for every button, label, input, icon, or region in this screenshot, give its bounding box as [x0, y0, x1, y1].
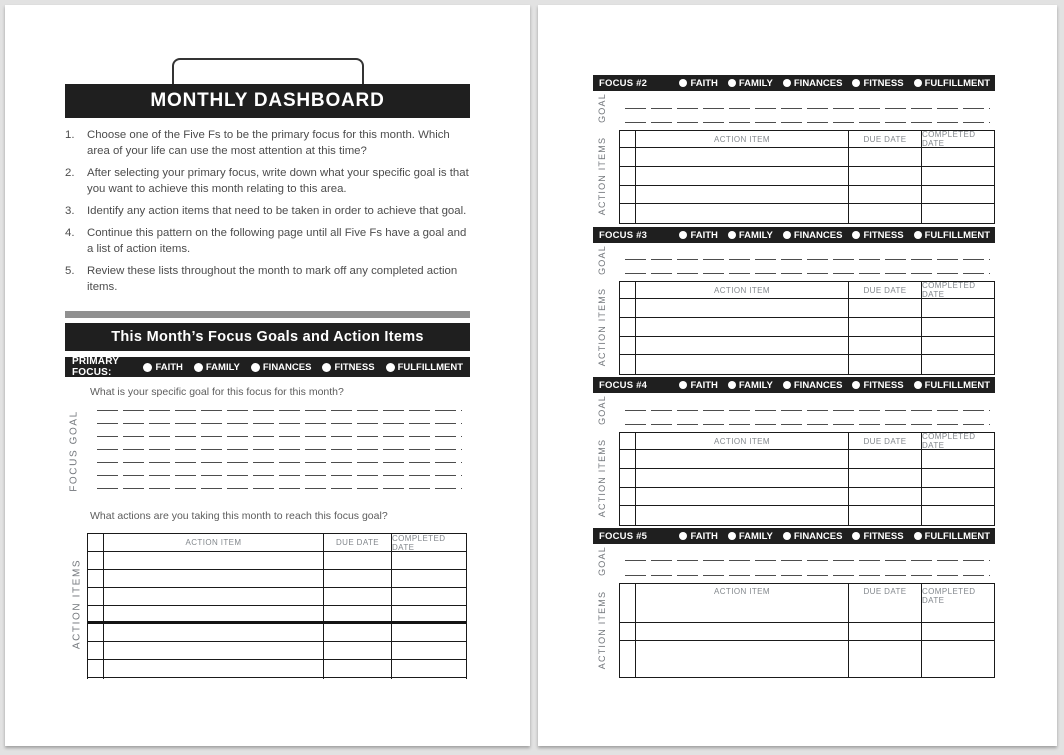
table-cell: [392, 552, 466, 569]
focus-circle-icon: [852, 231, 860, 239]
instruction-item: [65, 203, 474, 219]
focus-circle-icon: [194, 363, 203, 372]
table-header-cell: ACTION ITEM: [636, 131, 849, 147]
table-cell: [392, 642, 466, 659]
action-items-side-label: ACTION ITEMS: [597, 590, 607, 669]
focus-section-label: FOCUS #4: [599, 379, 648, 391]
table-header-cell: ACTION ITEM: [636, 584, 849, 622]
table-cell: [849, 623, 922, 640]
table-row: [620, 488, 994, 507]
table-row: [620, 148, 994, 167]
focus-section-bar: [593, 377, 995, 393]
focus-options: [679, 230, 990, 241]
table-cell: [324, 588, 392, 605]
focus-circle-icon: [728, 532, 736, 540]
action-items-table: [619, 130, 995, 224]
focus-option: [386, 362, 463, 373]
focus-option-label: FULFILLMENT: [924, 530, 990, 542]
goal-side-label: GOAL: [597, 546, 607, 576]
focus-option: [322, 362, 374, 373]
instruction-item: [65, 263, 474, 295]
goal-side-label: GOAL: [597, 93, 607, 123]
table-cell: [620, 488, 636, 506]
focus-options: [679, 380, 990, 391]
focus-circle-icon: [914, 381, 922, 389]
focus-option-label: FINANCES: [262, 361, 312, 373]
table-cell: [922, 623, 994, 640]
table-row: [620, 355, 994, 374]
focus-option-label: FITNESS: [863, 77, 904, 89]
focus-option-label: FULFILLMENT: [397, 361, 463, 373]
goal-line: [625, 575, 990, 576]
table-cell: [104, 624, 324, 641]
action-items-table-wrap: [619, 432, 995, 526]
focus-options: [143, 362, 463, 373]
table-cell: [392, 624, 466, 641]
instruction-item: [65, 165, 474, 197]
table-cell: [636, 167, 849, 185]
focus-option: [914, 78, 990, 89]
focus-option: [728, 78, 773, 89]
focus-option-label: FAMILY: [738, 77, 773, 89]
table-header-cell: COMPLETED DATE: [922, 131, 976, 147]
table-header-cell: ACTION ITEM: [636, 282, 849, 298]
table-cell: [922, 318, 994, 336]
focus-section-label: FOCUS #5: [599, 530, 648, 542]
focus-option-label: FAITH: [690, 77, 718, 89]
table-cell: [636, 488, 849, 506]
focus-option: [852, 78, 903, 89]
table-cell: [849, 337, 922, 355]
table-row: [88, 588, 466, 606]
table-header-row: [88, 534, 466, 552]
table-cell: [620, 450, 636, 468]
table-cell: [922, 148, 994, 166]
table-cell: [849, 167, 922, 185]
focus-circle-icon: [679, 381, 687, 389]
table-cell: [636, 299, 849, 317]
focus-option-label: FITNESS: [863, 229, 904, 241]
focus-circle-icon: [852, 381, 860, 389]
table-cell: [922, 488, 994, 506]
table-cell: [922, 186, 994, 204]
table-cell: [636, 148, 849, 166]
focus-option: [194, 362, 240, 373]
table-row: [620, 623, 994, 641]
goal-question: What is your specific goal for this focus for this month?: [90, 386, 344, 398]
table-cell: [849, 186, 922, 204]
focus-option: [728, 380, 773, 391]
action-items-table: [619, 432, 995, 526]
focus-circle-icon: [679, 231, 687, 239]
table-cell: [324, 606, 392, 621]
table-row: [88, 660, 466, 678]
table-header-row: [620, 433, 994, 450]
table-header-cell: COMPLETED DATE: [922, 282, 976, 298]
table-cell: [922, 641, 994, 677]
goal-line: [625, 410, 990, 411]
focus-option: [783, 531, 843, 542]
focus-option: [783, 230, 843, 241]
focus-option-label: FINANCES: [793, 379, 843, 391]
action-items-table-wrap: [619, 583, 995, 678]
action-items-table-clip: [87, 533, 467, 679]
table-cell: [104, 660, 324, 677]
instructions-list: [65, 127, 474, 301]
focus-option-label: FITNESS: [863, 530, 904, 542]
focus-option-label: FULFILLMENT: [924, 229, 990, 241]
focus-section-bar: [593, 75, 995, 91]
table-cell: [620, 167, 636, 185]
table-row: [88, 570, 466, 588]
focus-circle-icon: [914, 79, 922, 87]
table-row: [88, 642, 466, 660]
table-cell: [324, 552, 392, 569]
focus-option: [852, 380, 903, 391]
table-cell: [88, 606, 104, 621]
table-cell: [636, 623, 849, 640]
table-header-cell: COMPLETED DATE: [922, 587, 976, 605]
focus-option-label: FAITH: [155, 361, 183, 373]
table-cell: [849, 469, 922, 487]
table-cell: [620, 355, 636, 374]
focus-section-label: FOCUS #2: [599, 77, 648, 89]
focus-option-label: FINANCES: [793, 530, 843, 542]
actions-question: What actions are you taking this month to reach this focus goal?: [90, 510, 388, 522]
table-cell: [922, 450, 994, 468]
focus-circle-icon: [783, 532, 791, 540]
table-header-cell: ACTION ITEM: [104, 534, 324, 551]
table-row: [620, 506, 994, 525]
focus-option-label: FITNESS: [863, 379, 904, 391]
focus-option-label: FITNESS: [334, 361, 375, 373]
table-header-cell: [620, 131, 636, 147]
focus-option: [679, 230, 717, 241]
focus-option: [914, 380, 990, 391]
goal-side-label: GOAL: [597, 245, 607, 275]
focus-circle-icon: [914, 231, 922, 239]
focus-goal-side-label: FOCUS GOAL: [68, 410, 80, 492]
action-items-side-label: ACTION ITEMS: [597, 438, 607, 518]
instruction-item: [65, 225, 474, 257]
table-row: [88, 552, 466, 570]
action-items-table: [619, 583, 995, 678]
focus-option-label: FULFILLMENT: [924, 77, 990, 89]
table-cell: [88, 624, 104, 641]
goal-line: [97, 436, 462, 437]
table-cell: [636, 204, 849, 223]
table-cell: [636, 355, 849, 374]
action-items-side-label: ACTION ITEMS: [71, 558, 83, 650]
focus-section-label: FOCUS #3: [599, 229, 648, 241]
focus-option: [251, 362, 312, 373]
focus-circle-icon: [728, 79, 736, 87]
table-cell: [849, 450, 922, 468]
action-items-side-label: ACTION ITEMS: [597, 136, 607, 216]
primary-focus-bar: [65, 357, 470, 377]
table-cell: [88, 552, 104, 569]
table-cell: [324, 678, 392, 679]
goal-line: [625, 259, 990, 260]
title-bar: [65, 84, 470, 118]
table-cell: [849, 204, 922, 223]
table-header-row: [620, 282, 994, 299]
table-cell: [636, 469, 849, 487]
action-items-table: [619, 281, 995, 375]
focus-section-bar: [593, 528, 995, 544]
table-cell: [849, 506, 922, 525]
focus-option: [679, 380, 717, 391]
table-cell: [922, 355, 994, 374]
table-cell: [392, 606, 466, 621]
focus-circle-icon: [143, 363, 152, 372]
goal-line: [625, 273, 990, 274]
table-header-cell: DUE DATE: [324, 534, 392, 551]
table-cell: [620, 641, 636, 677]
focus-option-label: FAITH: [690, 229, 718, 241]
action-items-table: [87, 533, 467, 679]
action-items-table-wrap: [619, 281, 995, 375]
focus-circle-icon: [783, 231, 791, 239]
focus-option-label: FAMILY: [738, 530, 773, 542]
table-row: [620, 204, 994, 223]
focus-options: [679, 531, 990, 542]
table-row: [88, 678, 466, 679]
table-cell: [88, 660, 104, 677]
table-cell: [849, 488, 922, 506]
table-cell: [620, 469, 636, 487]
page-title: MONTHLY DASHBOARD: [150, 90, 385, 111]
focus-circle-icon: [852, 532, 860, 540]
left-page: [5, 5, 530, 746]
table-cell: [849, 299, 922, 317]
action-items-table-wrap: [619, 130, 995, 224]
goal-line: [625, 122, 990, 123]
table-cell: [392, 678, 466, 679]
table-row: [620, 450, 994, 469]
table-header-cell: DUE DATE: [849, 584, 922, 622]
focus-circle-icon: [679, 79, 687, 87]
table-cell: [324, 570, 392, 587]
goal-line: [97, 423, 462, 424]
focus-option-label: FINANCES: [793, 77, 843, 89]
focus-option: [914, 230, 990, 241]
table-row: [620, 318, 994, 337]
table-cell: [104, 588, 324, 605]
table-cell: [620, 318, 636, 336]
focus-option: [852, 230, 903, 241]
focus-option: [679, 78, 717, 89]
table-cell: [620, 506, 636, 525]
table-cell: [636, 318, 849, 336]
goal-line: [97, 449, 462, 450]
focus-option-label: FAMILY: [205, 361, 240, 373]
table-row: [620, 167, 994, 186]
focus-option: [783, 380, 843, 391]
goal-line: [97, 475, 462, 476]
focus-option: [783, 78, 843, 89]
goal-line: [625, 424, 990, 425]
table-cell: [324, 660, 392, 677]
instruction-text: Identify any action items that need to be taken in order to achieve that goal.: [87, 205, 467, 217]
table-cell: [849, 355, 922, 374]
goal-line: [97, 410, 462, 411]
table-cell: [104, 606, 324, 621]
table-cell: [620, 148, 636, 166]
table-cell: [849, 318, 922, 336]
focus-option: [852, 531, 903, 542]
table-cell: [849, 148, 922, 166]
instruction-text: Continue this pattern on the following page until all Five Fs have a goal and a list of action items.: [87, 227, 467, 255]
table-cell: [104, 678, 324, 679]
focus-circle-icon: [386, 363, 395, 372]
focus-option: [679, 531, 717, 542]
focus-option: [143, 362, 182, 373]
instruction-text: Choose one of the Five Fs to be the primary focus for this month. Which area of your life can use the most attention at this time?: [87, 129, 450, 157]
action-items-side-label: ACTION ITEMS: [597, 287, 607, 367]
table-cell: [636, 641, 849, 677]
focus-circle-icon: [728, 381, 736, 389]
table-cell: [922, 299, 994, 317]
table-cell: [636, 506, 849, 525]
focus-circle-icon: [783, 381, 791, 389]
table-header-cell: DUE DATE: [849, 433, 922, 449]
focus-option-label: FULFILLMENT: [924, 379, 990, 391]
table-cell: [104, 552, 324, 569]
table-cell: [88, 588, 104, 605]
table-cell: [620, 204, 636, 223]
table-cell: [392, 588, 466, 605]
focus-option: [728, 230, 773, 241]
focus-circle-icon: [914, 532, 922, 540]
goal-line: [625, 108, 990, 109]
focus-option-label: FAITH: [690, 530, 718, 542]
focus-option: [914, 531, 990, 542]
table-cell: [636, 186, 849, 204]
table-header-cell: DUE DATE: [849, 282, 922, 298]
table-cell: [324, 642, 392, 659]
table-cell: [88, 570, 104, 587]
primary-focus-label: PRIMARY FOCUS:: [72, 356, 119, 378]
focus-option-label: FAMILY: [738, 379, 773, 391]
table-row: [620, 469, 994, 488]
table-header-cell: [620, 282, 636, 298]
focus-options: [679, 78, 990, 89]
table-cell: [636, 337, 849, 355]
table-header-row: [620, 584, 994, 623]
instruction-number: 1.: [65, 129, 75, 141]
table-row: [88, 606, 466, 624]
table-cell: [849, 641, 922, 677]
table-cell: [636, 450, 849, 468]
table-header-cell: DUE DATE: [849, 131, 922, 147]
table-row: [620, 186, 994, 205]
table-cell: [620, 337, 636, 355]
focus-circle-icon: [251, 363, 260, 372]
table-row: [620, 641, 994, 677]
table-header-cell: COMPLETED DATE: [392, 534, 446, 551]
focus-circle-icon: [728, 231, 736, 239]
table-cell: [88, 642, 104, 659]
goal-line: [97, 462, 462, 463]
focus-option-label: FAMILY: [738, 229, 773, 241]
focus-circle-icon: [852, 79, 860, 87]
table-row: [620, 337, 994, 356]
instruction-number: 4.: [65, 227, 75, 239]
table-header-cell: [620, 584, 636, 622]
instruction-item: [65, 127, 474, 159]
table-cell: [392, 570, 466, 587]
gray-divider: [65, 311, 470, 318]
instruction-number: 5.: [65, 265, 75, 277]
table-cell: [88, 678, 104, 679]
focus-section-bar: [593, 227, 995, 243]
focus-option-label: FAITH: [690, 379, 718, 391]
table-row: [88, 624, 466, 642]
focus-option-label: FINANCES: [793, 229, 843, 241]
table-cell: [922, 337, 994, 355]
table-cell: [922, 506, 994, 525]
section-title-bar: [65, 323, 470, 351]
table-cell: [392, 660, 466, 677]
focus-option: [728, 531, 773, 542]
table-cell: [620, 299, 636, 317]
table-header-cell: ACTION ITEM: [636, 433, 849, 449]
table-cell: [620, 623, 636, 640]
right-page: [538, 5, 1057, 746]
table-header-cell: [620, 433, 636, 449]
table-cell: [620, 186, 636, 204]
table-cell: [922, 469, 994, 487]
focus-circle-icon: [679, 532, 687, 540]
goal-side-label: GOAL: [597, 395, 607, 425]
table-row: [620, 299, 994, 318]
table-header-cell: [88, 534, 104, 551]
goal-line: [625, 560, 990, 561]
table-cell: [104, 642, 324, 659]
table-cell: [922, 204, 994, 223]
table-cell: [104, 570, 324, 587]
instruction-text: After selecting your primary focus, write down what your specific goal is that you want to achieve this month relating to this area.: [87, 167, 469, 195]
table-cell: [324, 624, 392, 641]
focus-circle-icon: [783, 79, 791, 87]
table-header-cell: COMPLETED DATE: [922, 433, 976, 449]
focus-circle-icon: [322, 363, 331, 372]
table-cell: [922, 167, 994, 185]
table-header-row: [620, 131, 994, 148]
instruction-number: 3.: [65, 205, 75, 217]
instruction-number: 2.: [65, 167, 75, 179]
section-title: This Month’s Focus Goals and Action Items: [111, 329, 424, 345]
instruction-text: Review these lists throughout the month to mark off any completed action items.: [87, 265, 458, 293]
goal-line: [97, 488, 462, 489]
